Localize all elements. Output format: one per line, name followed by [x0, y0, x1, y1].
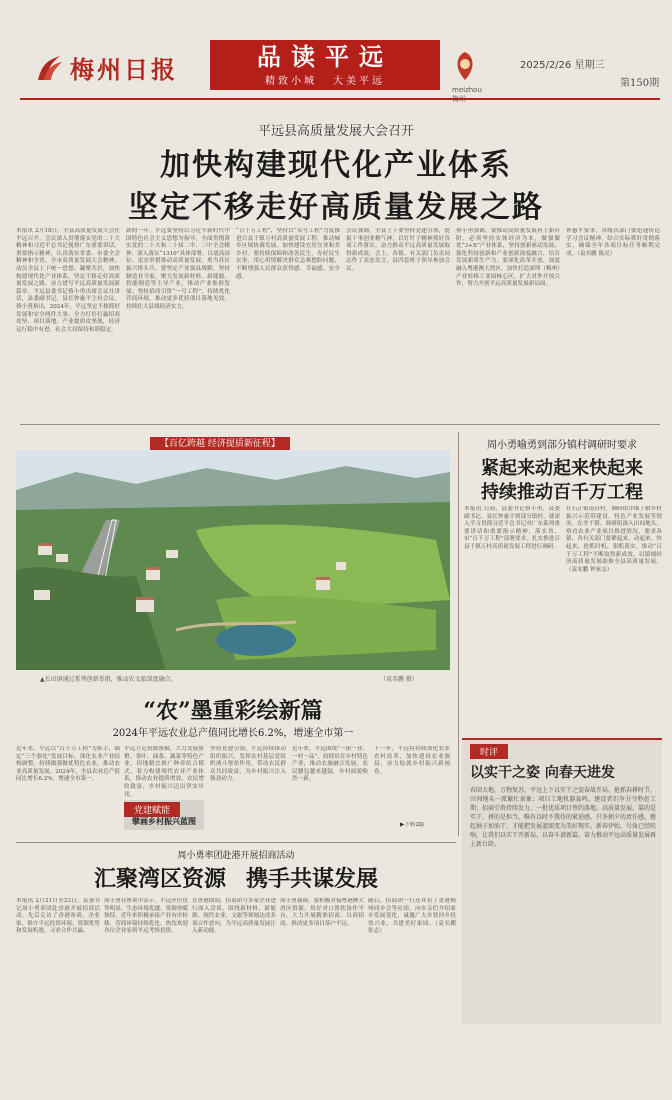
party-build-label: 党建赋能: [124, 802, 180, 817]
issue-date: 2025/2/26 星期三: [520, 60, 605, 71]
plum-blossom-icon: [34, 54, 64, 82]
lead-col-5: 蔡小勇强调，要推动高质量发展再上新台阶，必须坚持实体经济为本，做强做优“3+X”产业体系，坚持创新驱动发展，强化科技创新和产业创新深度融合，培育发展新质生产力。要深化改革开放，深度融入粤港澳大湾区，加快打造深圳（梅州）产业转移工业园核心区，扩大对外开放合作，努力开创平远高质量发展新局面。: [456, 228, 560, 288]
lead-col-1: 本报讯 2月18日，全县高质量发展大会在平远召开。会议深入贯彻落实党的二十大精神和习近平总书记视察广东重要讲话、重要指示精神，认真落实省委、市委全会精神和全省、全市高质量发展大会精神，动员全县上下统一思想、凝聚共识，加快构建现代化产业体系，坚定不移走好高质量发展之路，奋力谱写平远高质量发展新篇章。平远县委书记蔡小勇出席会议并讲话，县委副书记、县长钟惠平主持会议。 蔡小勇指出，2024年，平远坚定不移抓好发展和安全两件大事，全力打好打赢招商攻坚、项目落地、产业提质攻坚战，经济运行稳中有进、社会大局保持和谐稳定。: [16, 228, 120, 333]
bottom-headline-2: 携手共谋发展: [246, 866, 379, 892]
lead-kicker: 平远县高质量发展大会召开: [257, 124, 414, 139]
feature-col-5: 下一步，平远将持续深化农业农村改革，加快建设农业强县，奋力绘就乡村振兴新画卷。: [374, 746, 450, 775]
bottom-kicker: 周小勇率团赴港开展招商活动: [177, 851, 295, 861]
column-divider: [458, 432, 459, 836]
bottom-col-5: 随后，招商团一行还拜访了香港梅州同乡会等社团，向乡亲们介绍家乡发展变化，诚邀广大乡贤回乡投资兴业、共建美好家园。（袁名鹏 张志）: [368, 898, 456, 935]
section-title: 品读平远: [257, 42, 393, 71]
masthead: [10, 34, 662, 94]
issue-number: 第150期: [620, 78, 660, 89]
essay-tag: 时评: [470, 744, 508, 759]
feature-col-2: 平远立足资源禀赋，大力发展脐橙、茶叶、油茶、蔬菜等特色产业，因地制宜推广种养结合模式，着力构建现代农业产业体系，推动农业提质增效、农民增收致富，乡村振兴迈出坚实步伐。: [124, 746, 204, 798]
section-divider-1: [20, 424, 660, 425]
meizhou-emblem-icon: [450, 50, 480, 82]
bottom-headline: [16, 862, 456, 893]
feature-col-3: 坚持党建引领，平远持续推动组织振兴，发挥农村基层党组织战斗堡垒作用，带动农民群众共同致富，为乡村振兴注入强劲动力。: [210, 746, 286, 783]
right-col-2: 在石正镇南台村，调研组详细了解乡村振兴示范带建设、特色产业发展等情况。在差干镇，调研组深入田间地头，察看农业产业项目推进情况，要求各镇、各有关部门要紧起来、动起来、快起来，抢抓时机、狠抓落实，推动“百千万工程”不断取得新成效，以镇域经济高质量发展助推全县高质量发展。（袁名鹏 钟家志）: [566, 506, 662, 573]
essay-body: 春回大地，万物复苏，平远上下以实干之姿奋战开局。抢抓春耕时节，田间地头一派繁忙景象；项目工地机器轰鸣，建设者们争分夺秒赶工期；招商引资持续发力，一批优质项目签约落地。高质量发展，靠的是实干，拼的是担当。唯有以时不我待的紧迫感、只争朝夕的责任感，撸起袖子加油干，才能把发展蓝图变为美好现实。新春伊始，号角已经吹响，让我们以实干开新局，以奋斗谱新篇，奋力推动平远高质量发展再上新台阶。: [470, 787, 656, 848]
bottom-col-2: 周小勇在座谈中表示，平远区位优势明显、生态环境优越、资源禀赋独特，近年来积极承接产业有序转移，营商环境持续优化，热忱欢迎各位企业家到平远考察投资。: [104, 898, 188, 935]
section-brand: [210, 40, 440, 90]
right-kicker: 周小勇喻勇到部分镇村调研时要求: [487, 440, 637, 451]
right-headline-1: 紧起来动起来快起来: [481, 458, 643, 479]
lead-headline-1: 加快构建现代化产业体系: [160, 148, 512, 183]
section-slogan: [210, 72, 440, 87]
lead-col-2: 新的一年，平远要坚持以习近平新时代中国特色社会主义思想为指导，全面贯彻落实党的二十大和二十届二中、三中全会精神，深入落实“1310”具体部署，以更高站位、更实举措推动高质量发展，勇当苏区振兴排头兵。要坚定产业强县战略，坚持制造业当家，聚力发展新材料、新能源、智能制造等主导产业，推动产业集群发展；坚持招商引资“一号工程”，持续优化营商环境，推动更多优质项目落地见效，持续壮大县域经济实力。: [126, 228, 230, 310]
aerial-village-photo[interactable]: [16, 450, 450, 670]
right-headline-2: 持续推动百千万工程: [481, 482, 643, 503]
masthead-divider: [20, 98, 660, 100]
meizhou-badge: [450, 50, 490, 94]
bottom-headline-1: 汇聚湾区资源: [93, 866, 226, 892]
section-divider-2: [16, 842, 456, 843]
lead-col-4: 会议强调，全县上下要坚持党建引领，提振干事创业精气神，以钉钉子精神抓好各项工作落实，奋力推动平远高质量发展取得新成效。会上，各镇、有关部门负责同志作了表态发言，县四套班子领导参加会议。: [346, 228, 450, 272]
paper-logo[interactable]: [34, 50, 178, 85]
bottom-col-1: 本报讯 2月21日至23日，县委书记周小勇率团赴香港开展招商活动，先后走访了香港客商、企业家，推介平远投资环境、资源优势和发展机遇，寻求合作共赢。: [16, 898, 100, 935]
essay-title: 以实干之姿 向春天进发: [470, 765, 615, 781]
lead-headline-2: 坚定不移走好高质量发展之路: [128, 190, 544, 225]
feature-col-4: 近年来，平远围绕“一镇一业、一村一品”，持续培育乡村特色产业，推动农旅融合发展，农民腰包越来越鼓，乡村面貌焕然一新。: [292, 746, 368, 783]
continued-link[interactable]: ▶下转2版: [400, 822, 425, 828]
paper-name: 梅州日报: [70, 55, 178, 84]
lead-col-6: 钟惠平要求，各级各部门要迅速传达学习会议精神，结合实际抓好贯彻落实，确保全年各项目标任务顺利完成。（袁名鹏 陈亮）: [566, 228, 660, 257]
feature-headline: “农”墨重彩绘新篇: [143, 698, 323, 724]
feature-ribbon: 【百亿跨越 经济提质新征程】: [150, 437, 290, 451]
photo-credit: （袁名鹏 摄）: [380, 676, 418, 683]
feature-col-1: 近年来，平远以“百千万工程”为抓手，锚定“三个强化”发展目标，深化农业产业结构调整，持续做强做优特色农业，推动农业高质量发展。2024年，全县农业总产值同比增长6.2%，增速全市第一。: [16, 746, 120, 783]
slogan-left: 精致小城: [265, 76, 317, 87]
party-build-title: 擘画乡村振兴蓝图: [132, 816, 196, 826]
slogan-right: 大美平远: [333, 76, 385, 87]
badge-en: meizhou: [452, 86, 482, 94]
photo-caption: ▲长田镇通过系列创新举措，推动农文旅深度融合。: [40, 676, 177, 683]
right-col-1: 本报讯 日前，县委书记蔡小勇，县委副书记、县长钟惠平到部分镇村，就深入学习贯彻习近平总书记对广东系列重要讲话和重要指示精神，落实省、市“百千万工程”部署要求，扎实推进百县千镇万村高质量发展工程进行调研。: [464, 506, 560, 550]
bottom-col-4: 周小勇强调，要积极对接粤港澳大湾区资源，用好对口帮扶协作平台，大力开展精准招商、以商招商，推动更多项目落户平远。: [280, 898, 364, 927]
bottom-col-3: 在香港期间，招商团与多家企业进行深入洽谈，围绕新材料、新能源、现代农业、文旅等领域达成多项合作意向，为平远高质量发展注入新动能。: [192, 898, 276, 935]
feature-subhead: 2024年平远农业总产值同比增长6.2%，增速全市第一: [112, 728, 354, 739]
lead-col-3: “百千万工程”，坚持以“头号工程”力度推进百县千镇万村高质量发展工程，推动城乡区域协调发展，加快建设宜居宜业和美乡村。要持续保障和改善民生，办好民生实事，用心用情解决群众急难愁盼问题，不断增强人民群众获得感、幸福感、安全感。: [236, 228, 340, 280]
aerial-photo-illustration: [16, 450, 450, 670]
